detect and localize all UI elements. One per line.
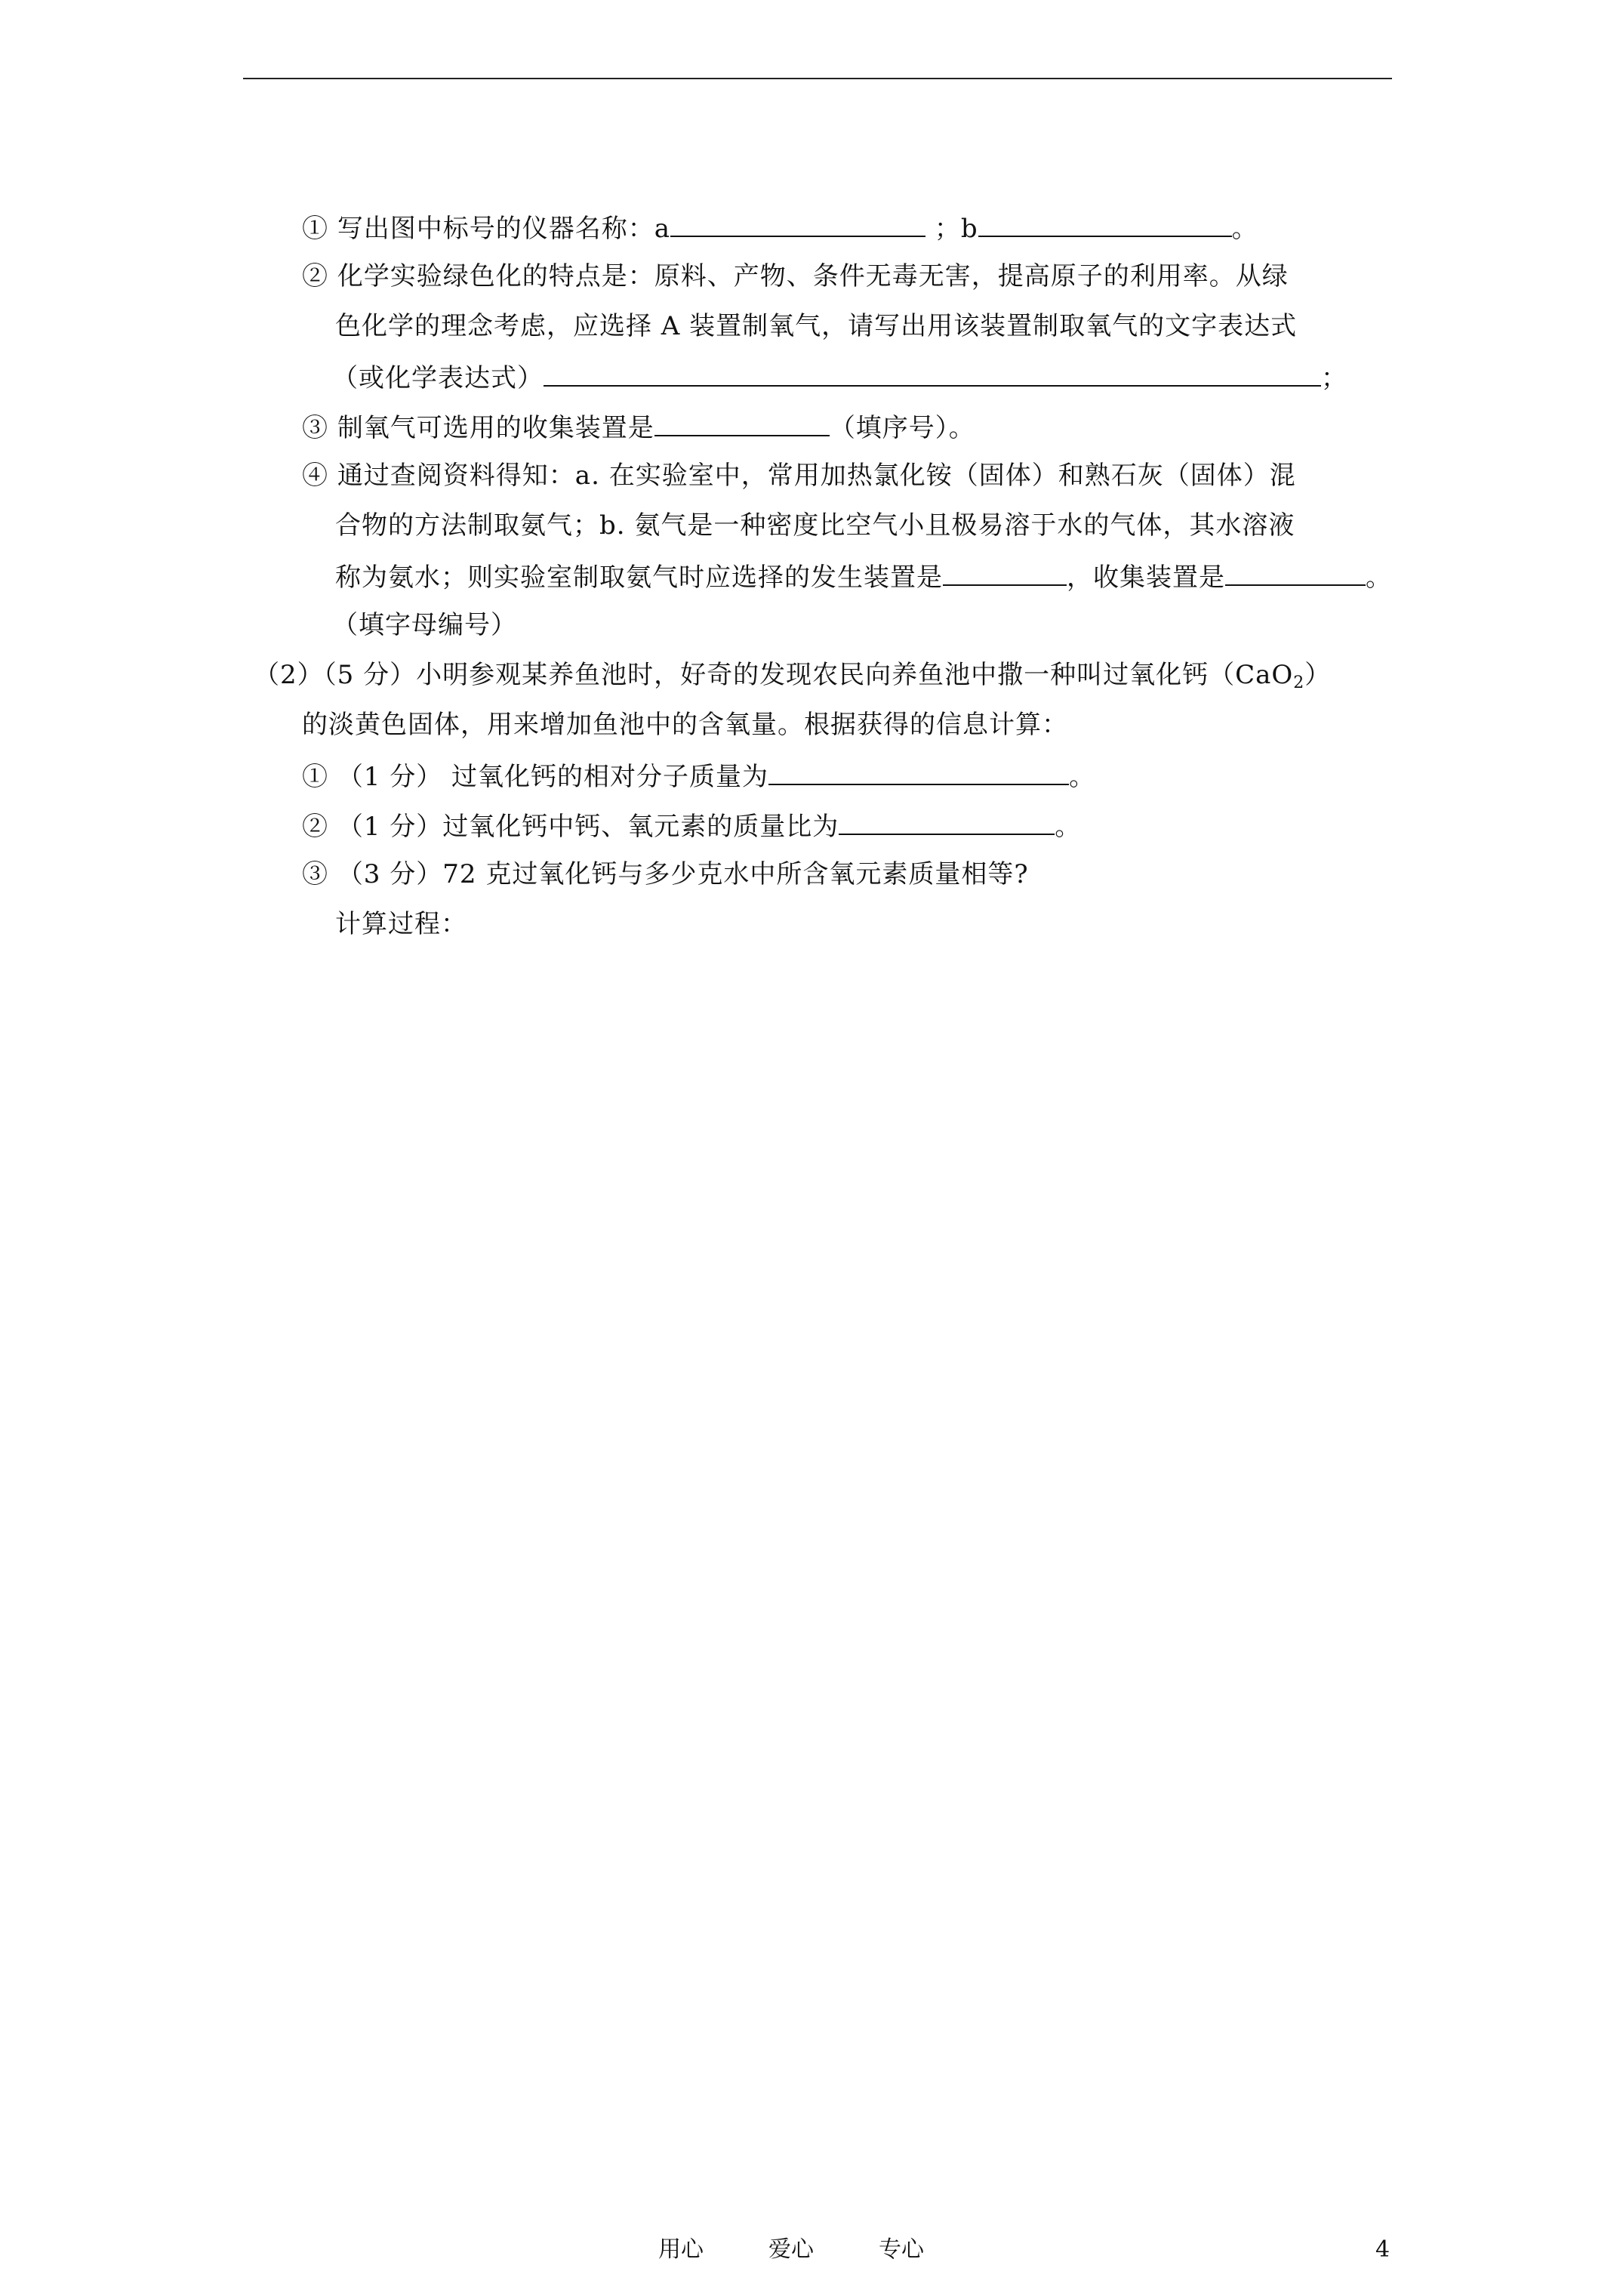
- item-marker: ③: [302, 859, 328, 889]
- footer-motto-3: 专心: [879, 2236, 924, 2263]
- item-marker: ①: [302, 214, 328, 244]
- q1-item4-line1: [302, 459, 1296, 492]
- q2-header: [254, 658, 1331, 692]
- answer-blank-collection[interactable]: [654, 409, 830, 436]
- subscript-2: 2: [1293, 673, 1305, 692]
- q2-sub2: [302, 808, 1081, 843]
- sub1-end: 。: [1069, 762, 1096, 792]
- item-marker: ①: [302, 762, 328, 792]
- item4-text: 通过查阅资料得知：a. 在实验室中，常用加热氯化铵（固体）和熟石灰（固体）混: [337, 461, 1296, 491]
- answer-blank-molar-mass[interactable]: [768, 758, 1069, 785]
- item2-text: （或化学表达式）: [332, 363, 544, 393]
- q2-header-close: ）: [1304, 660, 1332, 690]
- q2-sub3: [302, 858, 1029, 891]
- header-rule: [243, 78, 1392, 79]
- page-number: 4: [1375, 2236, 1390, 2263]
- answer-blank-generator[interactable]: [943, 559, 1067, 586]
- sub2-end: 。: [1055, 812, 1082, 842]
- sub3-text: （3 分）72 克过氧化钙与多少克水中所含氧元素质量相等?: [337, 859, 1029, 889]
- q1-item4-line3: [335, 559, 1392, 594]
- item4-text: 合物的方法制取氨气；b. 氨气是一种密度比空气小且极易溶于水的气体，其水溶液: [335, 510, 1295, 541]
- item3-end: （填序号）。: [829, 413, 975, 443]
- answer-blank-mass-ratio[interactable]: [839, 808, 1055, 835]
- q1-item2-line1: [302, 260, 1289, 293]
- q1-item2-line3: [332, 359, 1347, 395]
- item-marker: ②: [302, 261, 328, 291]
- calc-label: [335, 908, 467, 941]
- q1-item3: [302, 409, 975, 445]
- item3-text: 制氧气可选用的收集装置是: [337, 413, 654, 443]
- item4-text: （填字母编号）: [332, 610, 517, 640]
- footer-motto-1: 用心: [658, 2236, 704, 2263]
- q1-item2-line2: [335, 310, 1297, 343]
- q1-item4-line2: [335, 509, 1295, 542]
- answer-blank-a[interactable]: [670, 210, 925, 237]
- item2-text: 色化学的理念考虑，应选择 A 装置制氧气，请写出用该装置制取氧气的文字表达式: [335, 311, 1298, 341]
- answer-blank-collector[interactable]: [1225, 559, 1366, 586]
- answer-blank-equation[interactable]: [544, 359, 1321, 387]
- item1-end: 。: [1231, 214, 1258, 244]
- q1-item1: [302, 210, 1258, 245]
- item1-separator: ；b: [934, 214, 978, 244]
- q2-header-text: （2）（5 分）小明参观某养鱼池时，好奇的发现农民向养鱼池中撒一种叫过氧化钙（CaO: [254, 660, 1294, 690]
- item4-end: 。: [1366, 562, 1392, 593]
- answer-blank-b[interactable]: [978, 210, 1232, 237]
- q2-text: 的淡黄色固体，用来增加鱼池中的含氧量。根据获得的信息计算：: [302, 710, 1068, 740]
- item-marker: ②: [302, 812, 328, 842]
- item2-text: 化学实验绿色化的特点是：原料、产物、条件无毒无害，提高原子的利用率。从绿: [337, 261, 1289, 291]
- q1-item4-line4: [332, 609, 517, 642]
- item-marker: ③: [302, 413, 328, 443]
- item4-text: 称为氨水；则实验室制取氨气时应选择的发生装置是: [335, 562, 943, 593]
- footer-motto-2: 爱心: [768, 2236, 814, 2263]
- q2-sub1: [302, 758, 1095, 794]
- sub2-text: （1 分）过氧化钙中钙、氧元素的质量比为: [337, 812, 839, 842]
- item1-text: 写出图中标号的仪器名称：a: [337, 214, 671, 244]
- item4-text: ，收集装置是: [1067, 562, 1225, 593]
- item2-end: ；: [1321, 363, 1347, 393]
- item-marker: ④: [302, 461, 328, 491]
- calc-label-text: 计算过程：: [335, 909, 467, 939]
- sub1-text: （1 分） 过氧化钙的相对分子质量为: [337, 762, 769, 792]
- q2-line2: [302, 708, 1068, 741]
